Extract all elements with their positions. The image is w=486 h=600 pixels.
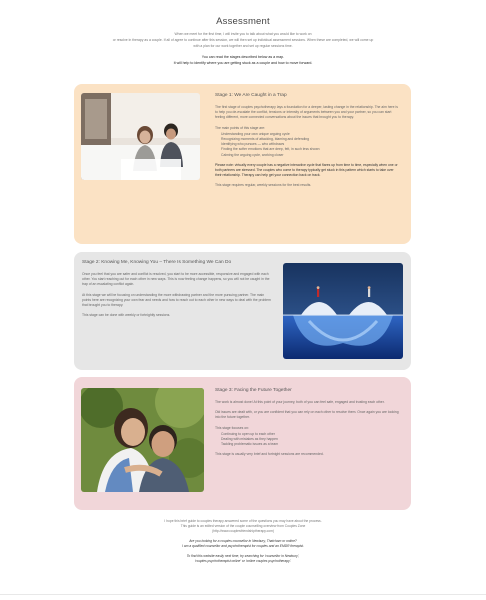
stage1-list (215, 132, 401, 158)
stage1-paragraph: The first stage of couples psychotherapy lays a foundation for a deeper, lasting change in the relationship. The aim here is to help you de-escalate the conflict, tensions or intensity of arguments between you and your partner, so you can start feeling different, more connected conversations about the issues that brought you to therapy. (215, 105, 398, 120)
stage3-card (74, 377, 411, 510)
list-item: Dealing with mistakes as they happen (221, 437, 278, 442)
stage3-paragraph: Old issues are dealt with, or you are confident that you can rely on each other to resolve them. Once again you are looking into the future together. (215, 410, 399, 420)
stage3-frequency: This stage is usually very brief and fortnight sessions are recommended. (215, 452, 324, 457)
intro-strong-line: You can read the stages described below as a map. (201, 54, 285, 59)
intro-line: or resolve in therapy as a couple. If all of agree to continue after this session, we will then set up individual assessment sessions. When these are completed, we will come up (112, 38, 374, 43)
footer-text (120, 519, 366, 564)
footer-line: I hope this brief guide to couples therapy answered some of the questions you may have about the process. (164, 519, 322, 523)
stage2-frequency: This stage can be done with weekly or fortnightly sessions. (82, 313, 171, 318)
stage1-couple-photo (81, 93, 200, 180)
stage3-paragraph: The work is almost done! At this point of your journey, both of you can feel safe, engaged and trusting each other. (215, 400, 385, 404)
list-item: Recognizing moments of attacking, blaming and defending (221, 137, 310, 142)
footer-italic-line: Are you looking for a couples counsellor in Newbury, Thatcham or online? (189, 539, 297, 543)
list-item: Understanding your own unique arguing cycle (221, 131, 290, 136)
stage2-text (82, 260, 272, 323)
list-item: Tackling problematic issues as a team (221, 442, 279, 447)
stage1-card (74, 84, 411, 244)
footer-italic-line: I am a qualified counsellor and psychotherapist for couples and an EMDR therapist. (182, 544, 304, 548)
stage3-text (215, 388, 401, 463)
footer-line: This guide is an edited version of the couple counselling overview from Couples Zone (180, 524, 306, 528)
stage2-heading: Stage 2: Knowing Me, Knowing You – There Is Something We Can Do (82, 260, 232, 265)
list-item: Identifying who pursues — who withdraws (221, 142, 285, 147)
footer-link[interactable]: (http://www.couplesfriendshiptherapy.com) (212, 529, 274, 533)
list-item: Calming the arguing cycle, working closer (221, 152, 284, 157)
stage2-paragraph: Once you feel that you are safer and conflict is resolved, you start to be more accessible, responsive and engaged with each other. You start reaching out for each other in new ways. This is now feeling change happens, so you will not be caught in the trap of an escalating conflict again. (82, 272, 270, 287)
list-item: Continuing to open up to each other (221, 431, 275, 436)
stage3-heading: Stage 3: Facing the Future Together (215, 388, 292, 393)
stage3-couple-image (81, 388, 204, 492)
bottom-divider (0, 594, 486, 595)
stage1-frequency: This stage requires regular, weekly sessions for the best results. (215, 183, 312, 188)
list-item: Finding the softer emotions that are deep, felt, in such less shown (221, 147, 320, 152)
stage2-card (74, 252, 411, 370)
stage2-paragraph: At this stage we will be focusing on understanding the more withdrawing partner and the more pursuing partner. The main points here are recognizing your own fear and needs and how to reach out to each other in new ways to deal with the problem that brought you to therapy. (82, 292, 271, 308)
stage1-note: Please note: virtually every couple has a negative interactive cycle that flares up from time to time, especially when one or both partners are stressed. The couples who come to therapy typically get stuck in this pattern which starts to take over their relationship. Therapy can help get your connection back on track. (215, 162, 398, 178)
stage1-text (215, 93, 401, 194)
stage1-couple-image (81, 93, 200, 180)
intro-text (80, 31, 406, 66)
stage1-heading: Stage 1: We Are Caught in a Trap (215, 93, 287, 98)
stage1-list-intro: The main points of this stage are: (215, 125, 266, 130)
footer-italic-line: 'couples psychotherapist online' or 'online couples psychotherapy'. (194, 559, 292, 563)
stage3-list (215, 432, 401, 448)
intro-line: with a plan for our work together and set up regular sessions time. (193, 44, 293, 49)
stage3-couple-photo (81, 388, 204, 492)
intro-line: When we meet for the first time, I will invite you to talk about what you would like to work on (174, 32, 312, 36)
page-title: Assessment (216, 16, 270, 27)
stage2-iceberg-photo (283, 263, 403, 359)
stage2-iceberg-image (283, 263, 403, 359)
stage3-list-intro: This stage focuses on: (215, 425, 249, 430)
intro-strong-line: It will help to identify where you are getting stuck as a couple and how to move forward. (173, 61, 313, 66)
footer-italic-line: To find this website easily next time, try searching for 'counsellor in Newbury', (186, 554, 300, 558)
